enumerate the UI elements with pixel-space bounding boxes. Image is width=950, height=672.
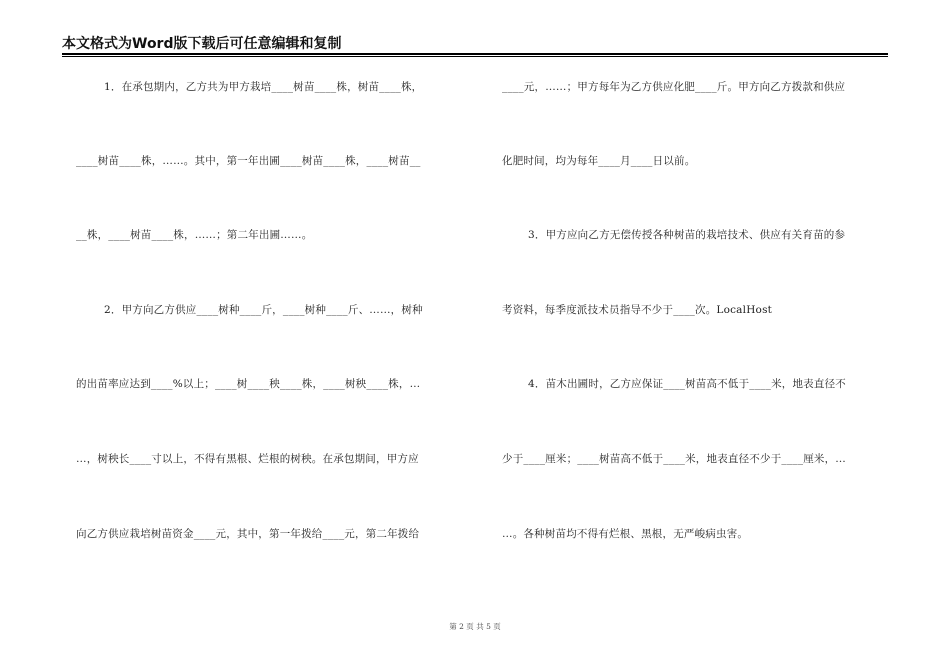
- left-line-5: 的出苗率应达到____%以上；____树____秧____株，____树秧____株，…: [76, 378, 421, 390]
- right-line-2: 化肥时间，均为每年____月____日以前。: [502, 155, 696, 167]
- left-line-7: 向乙方供应栽培树苗资金____元，其中，第一年拨给____元，第二年拨给: [76, 528, 420, 540]
- left-line-1: 1．在承包期内，乙方共为甲方栽培____树苗____株，树苗____株，: [104, 81, 423, 93]
- right-line-3: 3．甲方应向乙方无偿传授各种树苗的栽培技术、供应有关育苗的参: [528, 229, 846, 241]
- left-line-6: …，树秧长____寸以上，不得有黑根、烂根的树秧。在承包期间，甲方应: [76, 453, 419, 465]
- header-rule-thin: [62, 56, 888, 57]
- header-rule-thick: [62, 53, 888, 55]
- right-line-4: 考资料，每季度派技术员指导不少于____次。LocalHost: [502, 304, 773, 316]
- left-line-3: __株，____树苗____株，……；第二年出圃……。: [76, 229, 313, 241]
- left-line-2: ____树苗____株，……。其中，第一年出圃____树苗____株，____树苗__: [76, 155, 421, 167]
- right-line-5: 4．苗木出圃时，乙方应保证____树苗高不低于____米，地表直径不: [528, 378, 846, 390]
- right-line-6: 少于____厘米；____树苗高不低于____米，地表直径不少于____厘米，…: [502, 453, 846, 465]
- right-line-1: ____元，……；甲方每年为乙方供应化肥____斤。甲方向乙方拨款和供应: [502, 81, 846, 93]
- page-number-footer: 第 2 页 共 5 页: [449, 622, 501, 631]
- document-header-title: 本文格式为Word版下载后可任意编辑和复制: [62, 36, 342, 52]
- right-line-7: …。各种树苗均不得有烂根、黑根，无严峻病虫害。: [502, 528, 749, 540]
- left-line-4: 2．甲方向乙方供应____树种____斤，____树种____斤、……，树种: [104, 304, 423, 316]
